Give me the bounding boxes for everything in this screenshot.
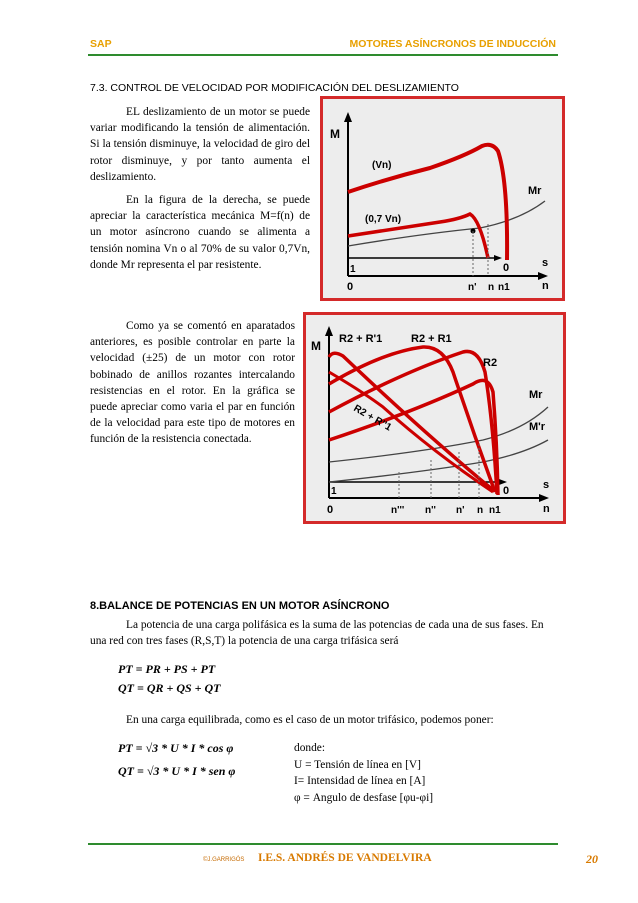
fig2-n1p: n'	[456, 505, 465, 516]
header-rule	[88, 54, 558, 56]
fig1-curve-vn-label: (Vn)	[372, 160, 392, 171]
fig1-s-axis: s	[542, 257, 549, 269]
paragraph-deslizamiento: EL deslizamiento de un motor se puede variar modificando la tensión de alimentación. Si la tensión disminuye, la velocidad de giro del rotor disminuye, y por tanto aumenta el deslizamiento.	[90, 106, 310, 183]
paragraph-rotor-bobinado: Como ya se comentó en aparatados anteriores, es posible controlar en parte la velocidad (±25) de un motor con rotor bobinado de anillos rozantes intercalando resistencias en el rotor. En la gráfica se puede apreciar como varia el par en función de la velocidad para este tipo de motores en función de la resistencia conectada.	[90, 320, 295, 446]
footer-copyright: ©J.GARRIGÓS	[203, 857, 245, 863]
fig2-r2-label: R2	[483, 357, 498, 369]
footer	[0, 852, 638, 868]
paragraph-carga-equilibrada	[90, 712, 555, 728]
fig2-mr-label: Mr	[529, 389, 543, 401]
fig1-y-label: M	[330, 127, 340, 141]
fig2-r2-r1p-label: R2 + R'1	[339, 333, 383, 345]
fig2-s0: 0	[503, 485, 510, 497]
definitions-list	[294, 740, 433, 806]
footer-rule	[88, 843, 558, 845]
fig1-n1: n1	[498, 282, 510, 293]
fig2-n1: n1	[489, 505, 501, 516]
torque-resistance-figure	[303, 312, 566, 524]
fig1-s1: 1	[350, 264, 356, 275]
fig2-n2: n''	[425, 505, 436, 516]
definition-phase: φ = Angulo de desfase [φu-φi]	[294, 791, 434, 804]
definition-current: I= Intensidad de línea en [A]	[294, 775, 426, 787]
formula-active-power: PT = √3 * U * I * cos φ	[118, 741, 234, 755]
fig1-n0: 0	[347, 281, 354, 293]
formula-reactive-power: QT = √3 * U * I * sen φ	[118, 764, 236, 778]
fig2-n-axis: n	[543, 503, 550, 515]
definition-donde: donde:	[294, 742, 326, 754]
section-7-3-title: 7.3. CONTROL DE VELOCIDAD POR MODIFICACIÓN DEL DESLIZAMIENTO	[90, 82, 459, 94]
paragraph-carga-text: En una carga equilibrada, como es el caso de un motor trifásico, podemos poner:	[126, 714, 494, 726]
fig2-mr-prime-label: M'r	[529, 421, 546, 433]
formula-reactive-power-sum: QT = QR + QS + QT	[118, 681, 221, 695]
fig2-n-nom: n	[477, 505, 484, 516]
fig1-n-prime: n'	[468, 282, 477, 293]
fig2-s1: 1	[331, 486, 337, 497]
fig2-r2-r1pp-label: R2 + R''1	[351, 403, 394, 434]
fig1-s0: 0	[503, 262, 510, 274]
page-number: 20	[586, 852, 598, 866]
definition-voltage: U = Tensión de línea en [V]	[294, 758, 421, 771]
header-left: SAP	[90, 38, 112, 50]
fig1-mr-label: Mr	[528, 185, 542, 197]
formula-active-power-sum: PT = PR + PS + PT	[118, 662, 216, 676]
fig1-n-nom: n	[488, 282, 495, 293]
fig2-y-label: M	[311, 339, 321, 353]
section-8-title: 8.BALANCE DE POTENCIAS EN UN MOTOR ASÍNCRONO	[90, 600, 390, 612]
fig1-n-axis: n	[542, 280, 549, 292]
fig1-curve-07vn-label: (0,7 Vn)	[365, 214, 402, 225]
fig2-n0: 0	[327, 504, 334, 516]
fig2-r2-r1-label: R2 + R1	[411, 333, 452, 345]
fig2-s-axis: s	[543, 479, 550, 491]
paragraph-potencia-text: La potencia de una carga polifásica es la suma de las potencias de cada una de sus fases. En una red con tres fases (R,S,T) la potencia de una carga trifásica será	[90, 619, 544, 647]
footer-school: I.E.S. ANDRÉS DE VANDELVIRA	[258, 852, 432, 864]
header-right: MOTORES ASÍNCRONOS DE INDUCCIÓN	[349, 38, 556, 50]
paragraph-potencia-polifasica	[90, 617, 555, 649]
torque-voltage-figure	[320, 96, 565, 301]
paragraph-figura-derecha: En la figura de la derecha, se puede apreciar la característica mecánica M=f(n) de un motor asíncrono cuando se alimenta a tensión nomina Vn o al 70% de su valor 0,7Vn, donde Mr representa el par resistente.	[90, 194, 310, 271]
fig2-n3: n'''	[391, 505, 405, 516]
